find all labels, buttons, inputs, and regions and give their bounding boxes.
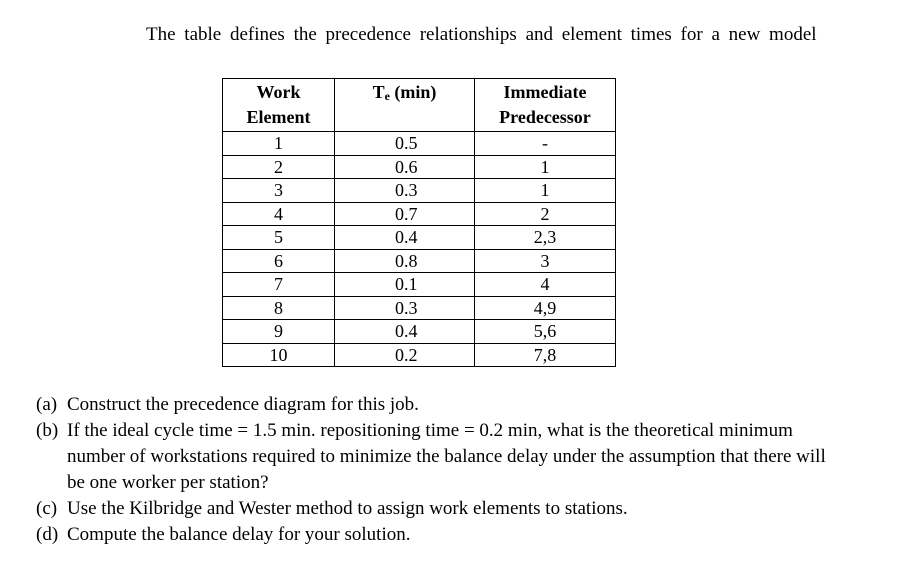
cell-time: 0.8: [335, 249, 475, 273]
cell-element: 8: [223, 296, 335, 320]
cell-element: 10: [223, 343, 335, 367]
cell-element: 5: [223, 226, 335, 250]
cell-element: 7: [223, 273, 335, 297]
cell-predecessor: -: [475, 132, 616, 156]
header-te-unit: (min): [389, 82, 437, 102]
table-row: [223, 343, 616, 367]
header-work-element: [223, 79, 335, 132]
cell-predecessor: 2: [475, 202, 616, 226]
problem-title: The table defines the precedence relationships and element times for a new model: [146, 24, 817, 45]
question-list: [36, 392, 836, 548]
cell-predecessor: 1: [475, 179, 616, 203]
table-row: [223, 249, 616, 273]
cell-predecessor: 5,6: [475, 320, 616, 344]
question-a: [36, 392, 836, 418]
cell-predecessor: 3: [475, 249, 616, 273]
cell-predecessor: 1: [475, 155, 616, 179]
question-label: (d): [36, 524, 59, 545]
header-element-time: [335, 79, 475, 132]
cell-time: 0.4: [335, 320, 475, 344]
cell-element: 1: [223, 132, 335, 156]
cell-time: 0.3: [335, 179, 475, 203]
cell-predecessor: 2,3: [475, 226, 616, 250]
cell-element: 2: [223, 155, 335, 179]
cell-predecessor: 4,9: [475, 296, 616, 320]
cell-time: 0.1: [335, 273, 475, 297]
question-text: Compute the balance delay for your solution.: [67, 524, 411, 545]
cell-time: 0.3: [335, 296, 475, 320]
question-text: Construct the precedence diagram for this job.: [67, 394, 419, 415]
table-row: [223, 155, 616, 179]
table-row: [223, 179, 616, 203]
table-row: [223, 296, 616, 320]
table-row: [223, 226, 616, 250]
question-b: [36, 418, 836, 496]
question-label: (a): [36, 394, 58, 415]
table-row: [223, 202, 616, 226]
question-label: (c): [36, 498, 58, 519]
header-te-symbol: T: [372, 82, 385, 102]
precedence-table: [222, 78, 616, 367]
cell-time: 0.7: [335, 202, 475, 226]
header-predecessor-label: Predecessor: [499, 107, 591, 127]
header-element-label: Element: [246, 107, 311, 127]
cell-element: 9: [223, 320, 335, 344]
cell-time: 0.6: [335, 155, 475, 179]
cell-time: 0.4: [335, 226, 475, 250]
cell-time: 0.5: [335, 132, 475, 156]
table-header-row: [223, 79, 616, 132]
cell-predecessor: 4: [475, 273, 616, 297]
cell-time: 0.2: [335, 343, 475, 367]
cell-element: 3: [223, 179, 335, 203]
question-text: If the ideal cycle time = 1.5 min. repositioning time = 0.2 min, what is the theoretical minimum number of workstations required to minimize the balance delay under the assumption that there will be one worker per station?: [67, 420, 826, 493]
question-text: Use the Kilbridge and Wester method to assign work elements to stations.: [67, 498, 628, 519]
question-label: (b): [36, 420, 59, 441]
header-immediate-predecessor: [475, 79, 616, 132]
header-work-label: Work: [256, 82, 301, 102]
table-row: [223, 273, 616, 297]
cell-element: 4: [223, 202, 335, 226]
header-immediate-label: Immediate: [503, 82, 587, 102]
table-row: [223, 132, 616, 156]
header-te-subscript: e: [384, 89, 390, 103]
table-row: [223, 320, 616, 344]
cell-predecessor: 7,8: [475, 343, 616, 367]
question-d: [36, 522, 836, 548]
cell-element: 6: [223, 249, 335, 273]
question-c: [36, 496, 836, 522]
